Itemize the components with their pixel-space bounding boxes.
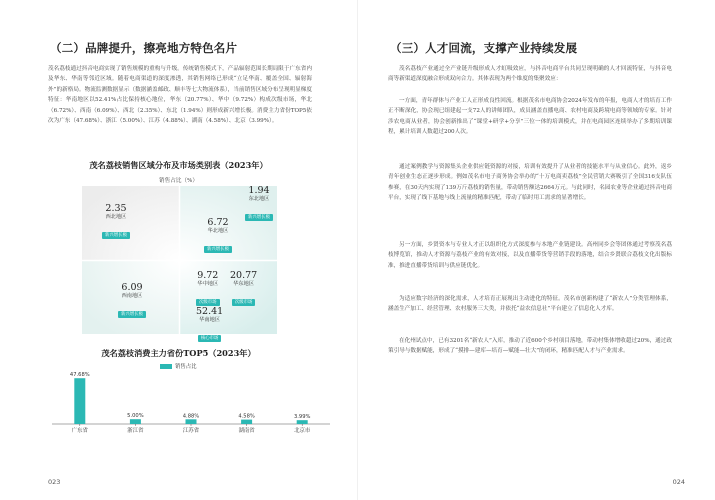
quadrant-top-left	[82, 186, 179, 260]
region-central	[196, 271, 220, 307]
category-tick-label: 江苏省	[182, 428, 200, 434]
category-tick-label: 广东省	[71, 428, 88, 434]
region-category-badge: 新兴增长极	[102, 232, 130, 239]
region-chart-subtitle: 销售占比（%）	[159, 178, 198, 184]
region-northeast	[245, 186, 273, 222]
bar	[74, 378, 85, 424]
left-page	[0, 0, 357, 500]
province-bar-chart	[40, 368, 340, 440]
region-value: 2.35	[105, 203, 127, 214]
region-name: 华东地区	[233, 281, 254, 287]
region-chart	[82, 185, 277, 341]
page-number: 023	[48, 478, 61, 486]
talent-paragraph: 通过案例教学与资源集头企业供应链资源的对接，培训有效提升了从业者的技能水平与从业信心。此外，返乡青年创业生态正逐步形成。例如茂名市电子商务协会举办的“十万电商卖荔枝”全民营销大赛吸引了全国316支队伍参赛，在30天内实现了139万斤荔枝的销售量，带动销售额达2664万元。与此同时，名园农业等企业通过抖音电商平台，实现了线下基地与线上流量的精准匹配，带动了临时用工需求的显著增长。	[388, 164, 672, 202]
province-chart-title: 茂名荔枝消费主力省份TOP5（2023年）	[101, 348, 256, 358]
region-name: 华中地区	[197, 281, 219, 287]
bar	[130, 419, 141, 424]
region-southwest	[118, 283, 146, 319]
brand-paragraph: 茂名荔枝通过抖音电商实现了销售规模的重构与升级。传统销售模式下，产品辐射范围长期局限于广东省内及华东、华南等邻近区域。随着电商渠道的深度渗透，其销售网络已形成“立足华南、覆盖全国、辐射海外”的新格局。物流监测数据显示（数据涵盖邮政、顺丰等七大物流体系），当前销售区域分布呈现明显梯度特征：华南地区以52.41%占比保持核心地位，华东（20.77%）、华中（9.72%）构成次级市场，华北（6.72%）、西南（6.09%）、西北（2.35%）、东北（1.94%）则形成新兴增长极。消费主力省份TOP5依次为广东（47.68%）、浙江（5.00%）、江苏（4.88%）、湖南（4.58%）、北京（3.99%）。	[48, 66, 312, 125]
bar-value-label: 4.88%	[182, 413, 200, 420]
region-value: 6.72	[207, 217, 229, 228]
region-south	[196, 307, 223, 343]
bar	[241, 420, 252, 424]
region-name: 东北地区	[248, 196, 270, 202]
region-name: 西北地区	[105, 214, 127, 220]
right-page	[358, 0, 715, 500]
legend-label: 销售占比	[175, 364, 197, 370]
region-name: 华北地区	[207, 228, 229, 234]
talent-paragraph: 茂名荔枝产业通过全产业链升级形成人才虹吸效应，与抖音电商平台共同呈现明确的人才回流特征，与抖音电商等新渠道深度融合形成双向合力。其体表现为两个维度的集聚效应：	[388, 66, 672, 83]
region-name: 华南地区	[199, 317, 220, 323]
talent-paragraph: 一方面，青年群体与产业工人正形成良性回流。根据茂名市电商协会2024年发布的年报，电商人才的培育工作正不断深化，协会现已组建起一支72人的讲师团队，成员涵盖直播电商、农村电商及跨境电商等领域的专家。针对涉农电商从业者，协会创新推出了“课堂+研学+分享”三位一体的培训模式，并在电商园区连续举办了多期培训课程，累计培训人数超过200人次。	[388, 98, 672, 136]
region-value: 9.72	[197, 270, 219, 281]
region-category-badge: 次级市场	[232, 299, 256, 306]
bar-value-label: 4.58%	[238, 413, 255, 420]
bar	[297, 420, 308, 424]
region-northwest	[102, 204, 130, 240]
quadrant-bottom-right	[180, 261, 277, 334]
region-value: 6.09	[121, 282, 143, 293]
bar-value-label: 47.68%	[69, 372, 90, 379]
bar-value-label: 5.00%	[127, 413, 144, 420]
region-category-badge: 新兴增长极	[118, 311, 146, 318]
category-tick-label: 湖南省	[238, 428, 255, 434]
region-value: 1.94	[248, 185, 270, 196]
talent-paragraph: 为适应数字经济的深化需求，人才培育正展现出主动进化的特征。茂名市创新构建了“新农人”分类管理体系，涵盖生产加工、经营管理、农村服务三大类，并依托“益农信息社”平台建立了信息化人才库。	[388, 296, 672, 313]
region-category-badge: 新兴增长极	[245, 214, 273, 221]
region-east	[230, 271, 257, 307]
region-category-badge: 新兴增长极	[204, 246, 232, 253]
region-chart-title: 茂名荔枝销售区域分布及市场类别表（2023年）	[89, 160, 268, 170]
bar	[186, 419, 197, 424]
page-number: 024	[672, 478, 685, 486]
region-value: 20.77	[230, 270, 258, 281]
region-value: 52.41	[196, 306, 224, 317]
section-heading-brand: （二）品牌提升，擦亮地方特色名片	[50, 41, 238, 55]
bar-value-label: 3.99%	[293, 414, 311, 421]
region-north	[204, 218, 232, 254]
region-name: 西南地区	[121, 293, 143, 299]
category-tick-label: 浙江省	[127, 428, 144, 434]
section-heading-talent: （三）人才回流，支撑产业持续发展	[390, 41, 578, 55]
region-category-badge: 核心市场	[198, 335, 222, 342]
talent-paragraph: 在化州试点中，已有3201名“新农人”入库，推动了近600个乡村项目落地，带动村集体增收超过20%，通过政策引导与数据赋能，形成了“摸排—建库—培育—赋能—壮大”的闭环，精准匹配人才与产业需求。	[388, 338, 672, 355]
talent-paragraph: 另一方面，乡贤资本与专业人才正以组织化方式深度参与本地产业链建设。高州同乡会等团体通过考察茂名荔枝博览馆，推动人才资源与荔枝产业的有效对接，以及直播带货等营销手段的落地，结合乡贤联合荔枝文化出版标准，推进直播带货培训与供应链优化。	[388, 242, 672, 269]
category-tick-label: 北京市	[294, 428, 311, 434]
region-category-badge: 次级市场	[196, 299, 220, 306]
